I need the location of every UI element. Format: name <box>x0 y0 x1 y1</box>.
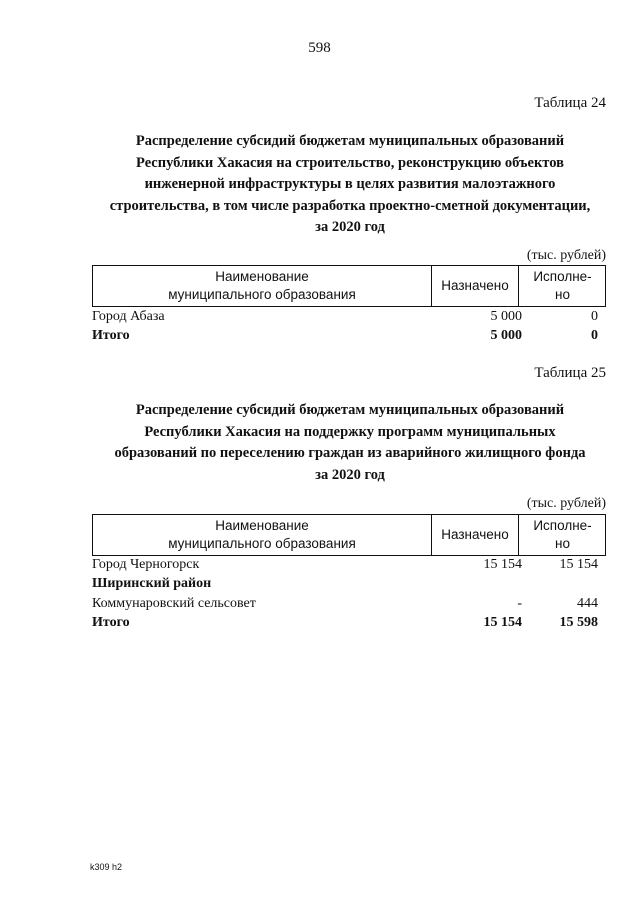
header-name-column <box>93 266 432 306</box>
table-row <box>92 555 606 575</box>
header-name-line1: Наименование <box>215 269 309 284</box>
row-name: Город Черногорск <box>92 557 200 572</box>
row-executed: 0 <box>591 328 598 343</box>
row-assigned: 5 000 <box>490 309 522 324</box>
header-assigned-column <box>432 266 519 306</box>
title-line: за 2020 год <box>315 219 385 235</box>
title-line: инженерной инфраструктуры в целях развития малоэтажного <box>144 176 556 192</box>
table-24-title <box>90 131 610 239</box>
header-name-line2: муниципального образования <box>168 536 356 551</box>
row-executed: 0 <box>591 309 598 324</box>
header-assigned-column <box>432 515 519 555</box>
table-row-total <box>92 326 606 346</box>
table-row-total <box>92 613 606 633</box>
row-executed: 15 598 <box>559 615 598 630</box>
header-executed-line1: Исполне- <box>533 269 592 284</box>
title-line: за 2020 год <box>315 466 385 483</box>
table-row <box>92 307 606 327</box>
row-executed: 15 154 <box>559 557 598 572</box>
header-executed-line2: но <box>555 536 570 551</box>
table-row <box>92 594 606 614</box>
row-assigned: 15 154 <box>483 557 522 572</box>
table-24-header <box>92 265 606 307</box>
header-executed-column <box>520 515 605 555</box>
header-executed-line1: Исполне- <box>533 518 592 533</box>
table-row-group <box>92 574 606 594</box>
header-assigned: Назначено <box>441 278 509 293</box>
table-25-units: (тыс. рублей) <box>526 496 606 511</box>
table-24-label: Таблица 24 <box>534 95 606 111</box>
title-line: образований по переселению граждан из аварийного жилищного фонда <box>114 445 586 461</box>
row-name: Коммунаровский сельсовет <box>92 596 256 611</box>
header-name-column <box>93 515 432 555</box>
row-name: Итого <box>92 615 130 630</box>
row-name: Ширинский район <box>92 576 212 591</box>
header-executed-line2: но <box>555 287 570 302</box>
title-line: Распределение субсидий бюджетам муниципальных образований <box>135 133 565 149</box>
table-25-title <box>90 400 610 486</box>
row-assigned: 5 000 <box>490 328 522 343</box>
row-assigned: 15 154 <box>483 615 522 630</box>
header-name-line2: муниципального образования <box>168 287 356 302</box>
title-line: Распределение субсидий бюджетам муниципальных образований <box>135 402 565 418</box>
header-executed-column <box>520 266 605 306</box>
title-line: Республики Хакасия на поддержку программ муниципальных <box>144 423 556 440</box>
row-name: Город Абаза <box>92 309 165 324</box>
row-executed: 444 <box>577 596 598 611</box>
title-line: строительства, в том числе разработка проектно-сметной документации, <box>109 197 591 214</box>
row-name: Итого <box>92 328 130 343</box>
page-number: 598 <box>308 40 331 56</box>
footer-code: k309 h2 <box>90 862 123 872</box>
header-assigned: Назначено <box>441 527 509 542</box>
table-24-units: (тыс. рублей) <box>526 248 606 263</box>
row-assigned: - <box>517 596 522 611</box>
header-name-line1: Наименование <box>215 518 309 533</box>
table-25-header <box>92 514 606 556</box>
table-25-label: Таблица 25 <box>534 365 606 381</box>
title-line: Республики Хакасия на строительство, реконструкцию объектов <box>136 154 564 171</box>
